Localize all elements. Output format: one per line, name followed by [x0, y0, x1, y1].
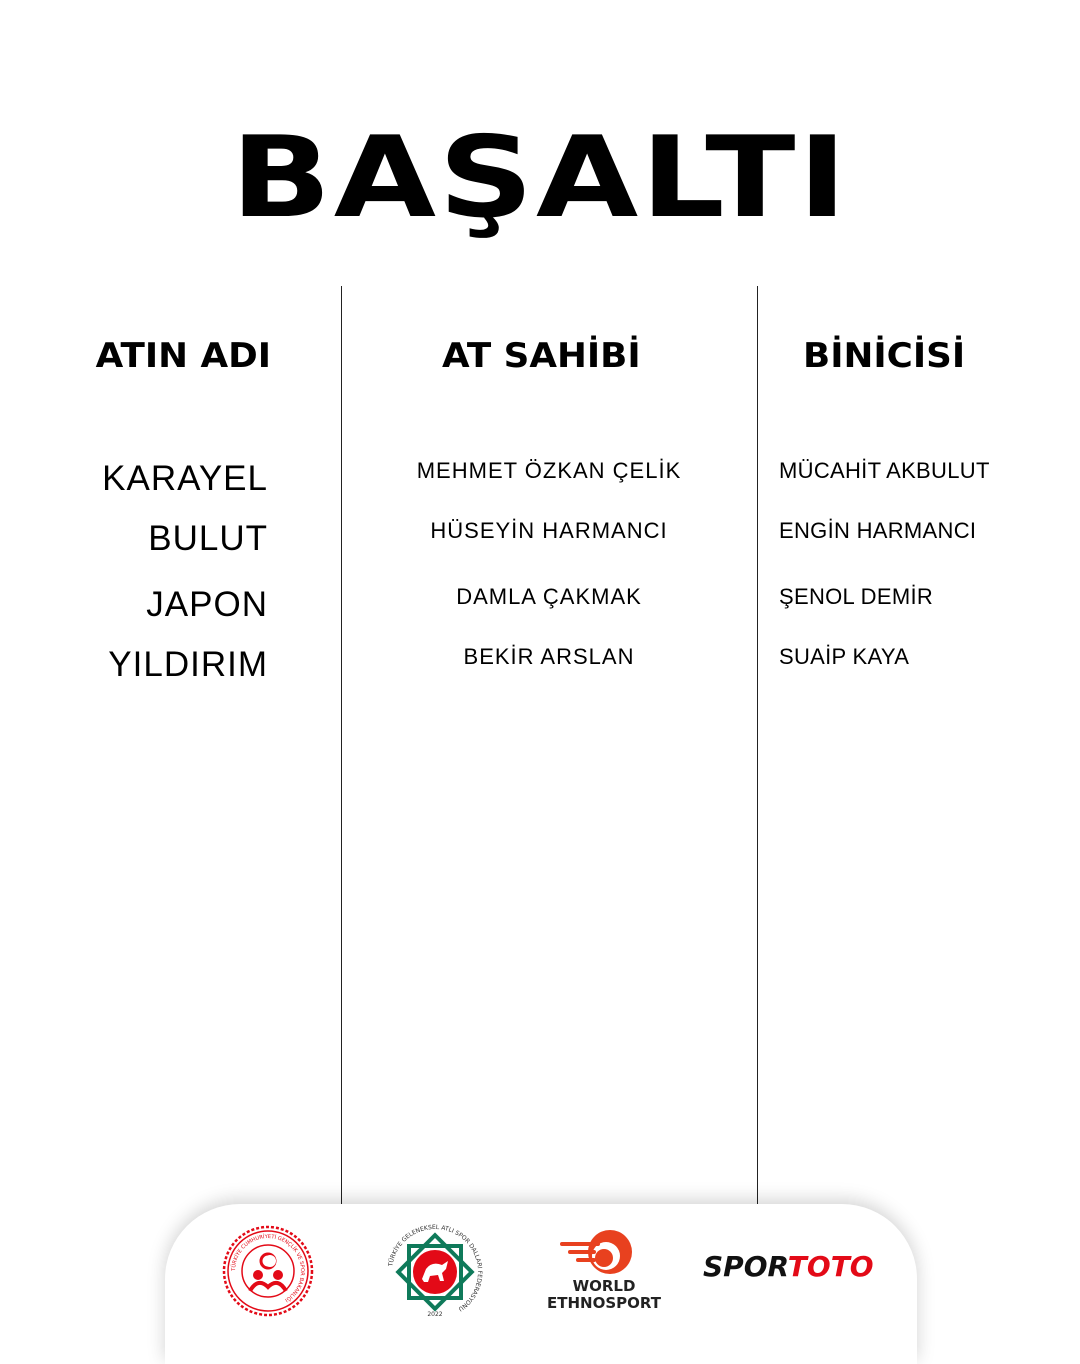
horse-name: JAPON: [146, 585, 268, 624]
world-ethnosport-line2: ETHNOSPORT: [547, 1294, 661, 1312]
header-horse-name: ATIN ADI: [95, 336, 271, 376]
federation-year: 2022: [427, 1311, 443, 1318]
rider-name: ENGİN HARMANCI: [779, 518, 977, 543]
owner-name: MEHMET ÖZKAN ÇELİK: [416, 458, 682, 483]
horse-name: BULUT: [148, 519, 268, 558]
spor-toto-part1: SPOR: [703, 1250, 788, 1283]
gsb-ring-text: TÜRKİYE CUMHURİYETİ GENÇLİK VE SPOR BAKANLIĞI: [230, 1233, 306, 1303]
column-divider-left: [341, 286, 342, 1206]
column-divider-right: [757, 286, 758, 1206]
rider-name: SUAİP KAYA: [779, 644, 910, 669]
world-ethnosport-logo: [540, 1226, 668, 1314]
owner-name: HÜSEYİN HARMANCI: [430, 518, 668, 543]
header-owner: AT SAHİBİ: [442, 336, 641, 376]
rider-name: MÜCAHİT AKBULUT: [779, 458, 990, 483]
rider-name: ŞENOL DEMİR: [779, 584, 934, 609]
spor-toto-part2: TOTO: [787, 1250, 874, 1283]
gsb-logo: [222, 1225, 314, 1317]
horse-name: KARAYEL: [102, 459, 268, 498]
world-ethnosport-line1: WORLD: [572, 1277, 636, 1295]
header-rider: BİNİCİSİ: [803, 336, 966, 376]
federation-logo: [384, 1221, 486, 1323]
owner-name: DAMLA ÇAKMAK: [456, 584, 642, 609]
federation-ring-text: TÜRKİYE GELENEKSEL ATLI SPOR DALLARI FEDERASYONU: [387, 1223, 484, 1313]
owner-name: BEKİR ARSLAN: [463, 644, 635, 669]
horse-name: YILDIRIM: [108, 645, 268, 684]
spor-toto-logo: [703, 1247, 873, 1287]
page-title: BAŞALTI: [230, 113, 850, 243]
